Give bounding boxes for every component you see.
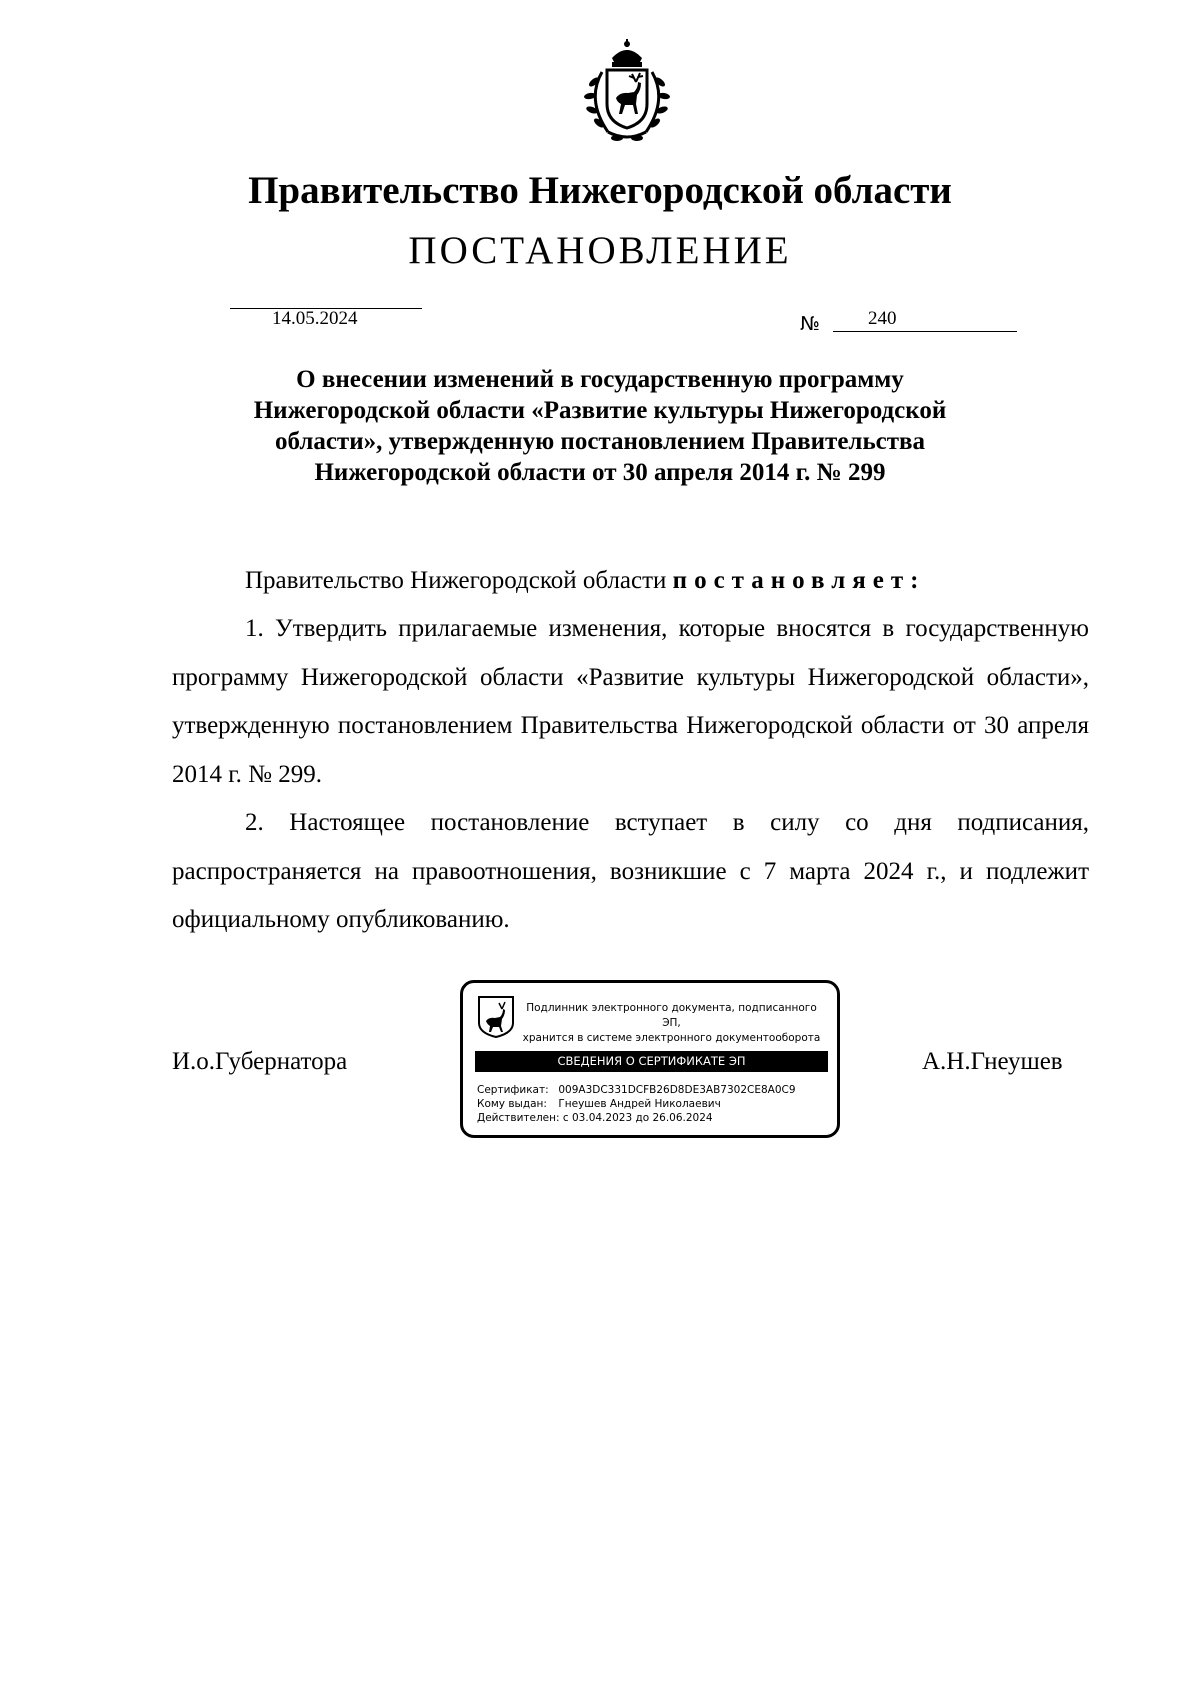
number-underline [833, 331, 1017, 332]
electronic-signature-stamp [460, 980, 840, 1138]
intro-prefix: Правительство Нижегородской области [245, 567, 667, 594]
organization-title: Правительство Нижегородской области [248, 169, 952, 212]
document-date: 14.05.2024 [272, 308, 358, 329]
stamp-note [519, 1001, 824, 1046]
owner-row [477, 1097, 796, 1111]
validity-value: с 03.04.2023 до 26.06.2024 [562, 1112, 713, 1124]
deer-icon [477, 995, 515, 1039]
paragraph-2: 2. Настоящее постановление вступает в силу со дня подписания, распространяется на правоотношения, возникшие с 7 марта 2024 г., и подлежит официальному опубликованию. [172, 809, 1089, 933]
subject-line: Нижегородской области от 30 апреля 2014 г. № 299 [314, 459, 886, 486]
number-sign: № [800, 313, 820, 335]
resolution-intro [172, 557, 1162, 606]
subject-line: области», утвержденную постановлением Правительства [274, 428, 926, 455]
certificate-row [477, 1083, 796, 1097]
signatory-name: А.Н.Гнеушев [922, 1048, 1063, 1075]
document-number: 240 [868, 308, 897, 329]
signatory-role: И.о.Губернатора [172, 1048, 348, 1075]
validity-row [477, 1111, 796, 1125]
intro-verb: постановляет: [672, 567, 926, 594]
certificate-header: СВЕДЕНИЯ О СЕРТИФИКАТЕ ЭП [475, 1051, 828, 1072]
certificate-details [477, 1083, 796, 1125]
owner-value: Гнеушев Андрей Николаевич [558, 1098, 721, 1110]
document-subject [200, 364, 1000, 488]
certificate-value: 009A3DC331DCFB26D8DE3AB7302CE8A0C9 [558, 1084, 796, 1096]
certificate-label: Сертификат: [477, 1084, 549, 1096]
stamp-note-line: хранится в системе электронного документооборота [522, 1032, 821, 1044]
coat-of-arms-emblem [572, 38, 682, 146]
owner-label: Кому выдан: [477, 1098, 547, 1110]
document-type: ПОСТАНОВЛЕНИЕ [408, 229, 792, 272]
paragraph-1: 1. Утвердить прилагаемые изменения, которые вносятся в государственную программу Нижегородской области «Развитие культуры Нижегородской области», утвержденную постановлением Правительства Нижегородской области от 30 апреля 2014 г. № 299. [172, 615, 1089, 788]
crown-icon [612, 39, 642, 67]
subject-line: О внесении изменений в государственную программу [296, 366, 904, 393]
validity-label: Действителен: [477, 1112, 560, 1124]
subject-line: Нижегородской области «Развитие культуры Нижегородской [253, 397, 947, 424]
stamp-note-line: Подлинник электронного документа, подписанного ЭП, [526, 1002, 817, 1029]
